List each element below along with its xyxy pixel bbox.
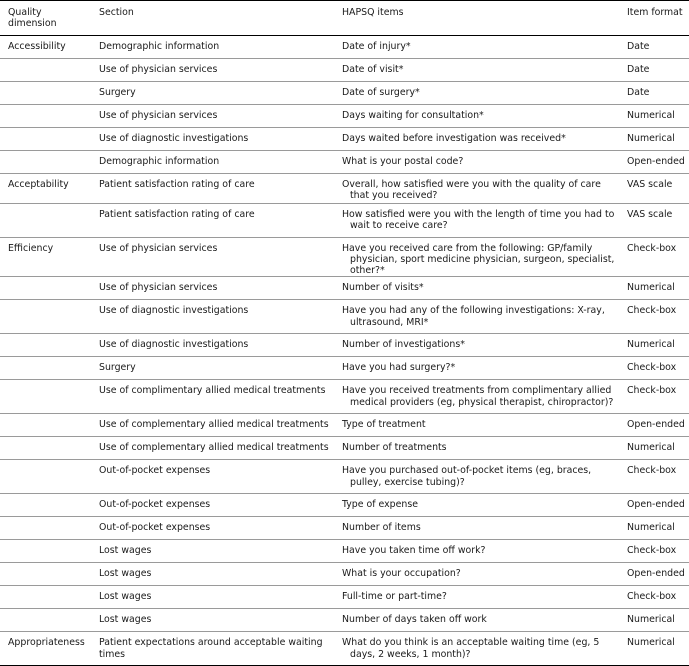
item-text: What do you think is an acceptable waiting time (eg, 5 days, 2 weeks, 1 month)? [342, 637, 600, 660]
format-cell [619, 300, 689, 334]
section-text: Patient expectations around acceptable waiting times [99, 637, 323, 660]
section-text: Use of physician services [99, 282, 218, 294]
format-cell [619, 150, 689, 173]
dimension-cell [0, 35, 91, 58]
item-text: Type of treatment [342, 419, 426, 431]
section-cell [91, 104, 334, 127]
item-cell [334, 150, 619, 173]
table-row [0, 35, 689, 58]
format-cell [619, 460, 689, 494]
dimension-cell [0, 632, 91, 666]
item-cell [334, 563, 619, 586]
section-cell [91, 127, 334, 150]
format-cell [619, 563, 689, 586]
dimension-text: Efficiency [8, 242, 54, 254]
section-cell [91, 380, 334, 414]
dimension-cell [0, 437, 91, 460]
table-row [0, 203, 689, 237]
item-cell [334, 414, 619, 437]
item-cell [334, 173, 619, 203]
dimension-cell [0, 237, 91, 277]
table-row [0, 563, 689, 586]
dimension-cell [0, 300, 91, 334]
item-cell [334, 380, 619, 414]
format-cell [619, 173, 689, 203]
table-row [0, 609, 689, 632]
format-text: Check-box [627, 242, 677, 254]
item-cell [334, 632, 619, 666]
format-cell [619, 494, 689, 517]
format-cell [619, 127, 689, 150]
dimension-cell [0, 414, 91, 437]
format-cell [619, 203, 689, 237]
section-cell [91, 58, 334, 81]
item-cell [334, 540, 619, 563]
format-text: Numerical [627, 637, 675, 649]
format-text: Check-box [627, 545, 677, 557]
section-text: Use of physician services [99, 63, 218, 75]
item-text: Date of injury* [342, 40, 411, 52]
table-row [0, 237, 689, 277]
table-row [0, 104, 689, 127]
section-text: Surgery [99, 362, 136, 374]
dimension-cell [0, 203, 91, 237]
item-cell [334, 586, 619, 609]
dimension-cell [0, 127, 91, 150]
format-cell [619, 517, 689, 540]
item-text: What is your postal code? [342, 155, 464, 167]
item-cell [334, 517, 619, 540]
item-text: Number of days taken off work [342, 614, 487, 626]
item-cell [334, 58, 619, 81]
item-text: What is your occupation? [342, 568, 461, 580]
section-text: Use of diagnostic investigations [99, 339, 249, 351]
dimension-text: Appropriateness [8, 637, 85, 649]
header-row [0, 1, 689, 36]
item-text: Number of items [342, 522, 421, 534]
section-cell [91, 414, 334, 437]
format-cell [619, 334, 689, 357]
table-row [0, 150, 689, 173]
item-text: Number of investigations* [342, 339, 465, 351]
section-text: Patient satisfaction rating of care [99, 208, 255, 220]
item-text: Date of visit* [342, 63, 404, 75]
item-cell [334, 334, 619, 357]
format-cell [619, 437, 689, 460]
format-cell [619, 609, 689, 632]
format-text: Check-box [627, 465, 677, 477]
format-cell [619, 104, 689, 127]
format-text: Check-box [627, 362, 677, 374]
dimension-cell [0, 609, 91, 632]
header-item-format: Item format [619, 1, 689, 36]
section-cell [91, 517, 334, 540]
dimension-cell [0, 173, 91, 203]
item-cell [334, 437, 619, 460]
dimension-cell [0, 494, 91, 517]
dimension-cell [0, 563, 91, 586]
format-text: VAS scale [627, 178, 673, 190]
dimension-cell [0, 540, 91, 563]
section-cell [91, 203, 334, 237]
format-text: Numerical [627, 132, 675, 144]
format-text: Date [627, 86, 650, 98]
format-text: Numerical [627, 282, 675, 294]
table-row [0, 437, 689, 460]
item-text: Full-time or part-time? [342, 591, 447, 603]
format-text: Check-box [627, 591, 677, 603]
section-cell [91, 237, 334, 277]
table-row [0, 277, 689, 300]
section-cell [91, 460, 334, 494]
format-text: Check-box [627, 385, 677, 397]
section-cell [91, 540, 334, 563]
format-text: Open-ended [627, 155, 685, 167]
item-cell [334, 494, 619, 517]
section-text: Use of physician services [99, 109, 218, 121]
section-text: Use of complementary allied medical treatments [99, 442, 329, 454]
item-cell [334, 127, 619, 150]
section-text: Use of complimentary allied medical treatments [99, 385, 326, 397]
section-text: Lost wages [99, 614, 152, 626]
section-cell [91, 173, 334, 203]
section-text: Use of physician services [99, 242, 218, 254]
header-section: Section [91, 1, 334, 36]
format-text: Open-ended [627, 499, 685, 511]
section-text: Lost wages [99, 545, 152, 557]
table-row [0, 414, 689, 437]
section-text: Use of complementary allied medical treatments [99, 419, 329, 431]
table-row [0, 334, 689, 357]
dimension-cell [0, 104, 91, 127]
format-text: VAS scale [627, 208, 673, 220]
section-text: Patient satisfaction rating of care [99, 178, 255, 190]
item-text: Overall, how satisfied were you with the quality of care that you received? [342, 178, 601, 201]
section-text: Surgery [99, 86, 136, 98]
format-text: Numerical [627, 522, 675, 534]
section-text: Out-of-pocket expenses [99, 465, 211, 477]
item-text: Type of expense [342, 499, 418, 511]
table-row [0, 173, 689, 203]
dimension-cell [0, 81, 91, 104]
section-text: Lost wages [99, 568, 152, 580]
dimension-cell [0, 380, 91, 414]
section-cell [91, 300, 334, 334]
dimension-cell [0, 517, 91, 540]
section-cell [91, 277, 334, 300]
dimension-cell [0, 58, 91, 81]
item-text: Have you received treatments from complimentary allied medical providers (eg, physical therapist, chiropractor)? [342, 385, 614, 408]
table-row [0, 460, 689, 494]
header-quality-dimension: Quality dimension [0, 1, 91, 36]
item-text: Days waited before investigation was received* [342, 132, 566, 144]
item-cell [334, 609, 619, 632]
item-text: Have you received care from the following: GP/family physician, sport medicine physician, surgeon, specialist, other?* [342, 242, 615, 277]
dimension-cell [0, 277, 91, 300]
section-cell [91, 632, 334, 666]
format-text: Open-ended [627, 419, 685, 431]
format-cell [619, 632, 689, 666]
section-text: Out-of-pocket expenses [99, 522, 211, 534]
item-cell [334, 300, 619, 334]
table-row [0, 540, 689, 563]
table-row [0, 632, 689, 666]
section-cell [91, 437, 334, 460]
format-text: Numerical [627, 339, 675, 351]
section-cell [91, 150, 334, 173]
item-cell [334, 104, 619, 127]
format-text: Date [627, 40, 650, 52]
dimension-text: Accessibility [8, 40, 66, 52]
section-cell [91, 334, 334, 357]
section-text: Out-of-pocket expenses [99, 499, 211, 511]
item-text: Have you taken time off work? [342, 545, 486, 557]
section-text: Demographic information [99, 155, 220, 167]
section-cell [91, 494, 334, 517]
format-cell [619, 357, 689, 380]
dimension-cell [0, 586, 91, 609]
dimension-text: Acceptability [8, 178, 69, 190]
table-row [0, 380, 689, 414]
format-text: Numerical [627, 442, 675, 454]
item-text: How satisfied were you with the length of time you had to wait to receive care? [342, 208, 615, 231]
table-row [0, 517, 689, 540]
table-row [0, 586, 689, 609]
section-cell [91, 586, 334, 609]
section-text: Use of diagnostic investigations [99, 305, 249, 317]
item-cell [334, 203, 619, 237]
dimension-cell [0, 150, 91, 173]
dimension-cell [0, 357, 91, 380]
section-cell [91, 609, 334, 632]
format-text: Check-box [627, 305, 677, 317]
format-cell [619, 586, 689, 609]
format-text: Numerical [627, 109, 675, 121]
format-cell [619, 81, 689, 104]
format-cell [619, 35, 689, 58]
item-text: Number of visits* [342, 282, 424, 294]
section-cell [91, 563, 334, 586]
item-text: Have you purchased out-of-pocket items (eg, braces, pulley, exercise tubing)? [342, 465, 592, 488]
section-text: Demographic information [99, 40, 220, 52]
section-text: Use of diagnostic investigations [99, 132, 249, 144]
format-cell [619, 540, 689, 563]
item-text: Number of treatments [342, 442, 447, 454]
table-row [0, 81, 689, 104]
item-text: Days waiting for consultation* [342, 109, 484, 121]
item-cell [334, 277, 619, 300]
item-cell [334, 460, 619, 494]
format-cell [619, 237, 689, 277]
format-cell [619, 414, 689, 437]
table-row [0, 494, 689, 517]
table-row [0, 127, 689, 150]
format-cell [619, 277, 689, 300]
item-cell [334, 35, 619, 58]
section-cell [91, 81, 334, 104]
table-row [0, 300, 689, 334]
item-text: Have you had any of the following investigations: X-ray, ultrasound, MRI* [342, 305, 605, 328]
table-row [0, 357, 689, 380]
format-text: Open-ended [627, 568, 685, 580]
item-cell [334, 357, 619, 380]
table-row [0, 58, 689, 81]
dimension-cell [0, 334, 91, 357]
format-text: Date [627, 63, 650, 75]
section-text: Lost wages [99, 591, 152, 603]
item-cell [334, 237, 619, 277]
item-text: Have you had surgery?* [342, 362, 456, 374]
item-text: Date of surgery* [342, 86, 420, 98]
format-cell [619, 58, 689, 81]
item-cell [334, 81, 619, 104]
section-cell [91, 35, 334, 58]
format-text: Numerical [627, 614, 675, 626]
dimension-cell [0, 460, 91, 494]
section-cell [91, 357, 334, 380]
header-hapsq-items: HAPSQ items [334, 1, 619, 36]
format-cell [619, 380, 689, 414]
